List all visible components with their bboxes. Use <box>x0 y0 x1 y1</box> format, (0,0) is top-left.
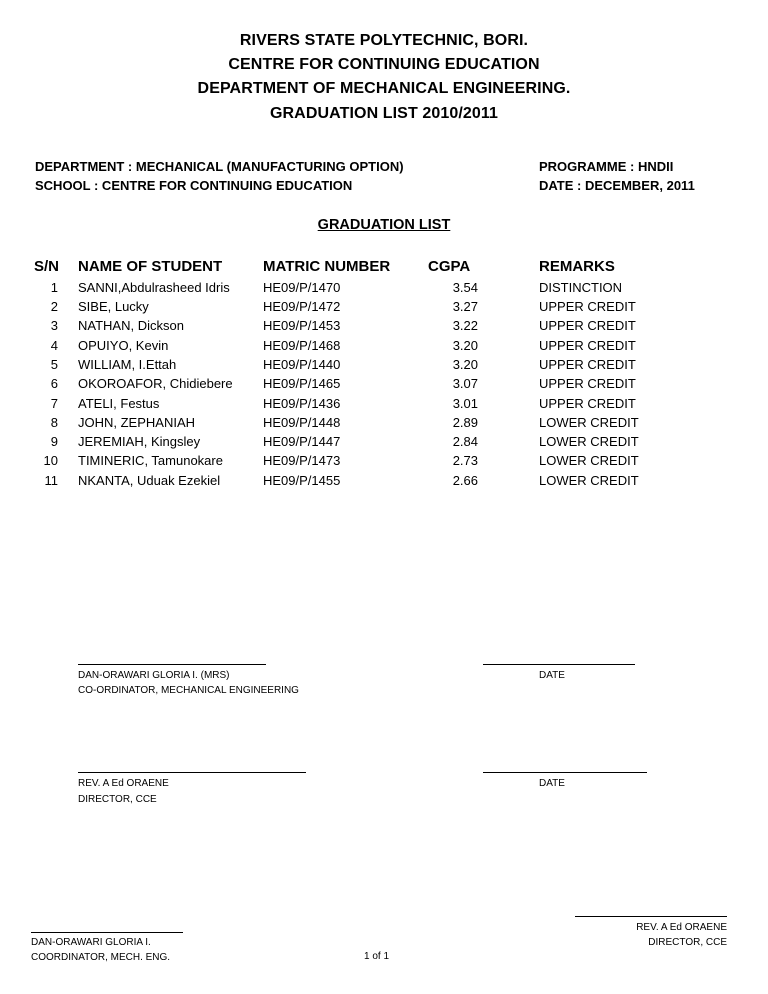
centre-name: CENTRE FOR CONTINUING EDUCATION <box>228 56 540 73</box>
table-row <box>0 280 768 299</box>
cgpa-cell: 3.27 <box>452 299 478 314</box>
cgpa-cell: 2.73 <box>452 453 478 468</box>
remarks-cell: UPPER CREDIT <box>539 299 636 314</box>
table-row <box>0 338 768 357</box>
coordinator-date-line <box>483 664 635 665</box>
footer-right-name: REV. A Ed ORAENE <box>636 922 727 933</box>
cgpa-cell: 3.22 <box>452 318 478 333</box>
sn-cell: 3 <box>50 318 58 333</box>
remarks-cell: LOWER CREDIT <box>539 473 639 488</box>
remarks-cell: UPPER CREDIT <box>539 318 636 333</box>
remarks-cell: LOWER CREDIT <box>539 453 639 468</box>
name-cell: SIBE, Lucky <box>78 299 149 314</box>
page-number: 1 of 1 <box>364 951 390 962</box>
date-label: DATE : DECEMBER, 2011 <box>539 178 695 193</box>
name-cell: TIMINERIC, Tamunokare <box>78 453 223 468</box>
director-title: DIRECTOR, CCE <box>78 794 157 805</box>
director-date-line <box>483 772 647 773</box>
name-cell: NKANTA, Uduak Ezekiel <box>78 473 221 488</box>
sn-cell: 4 <box>50 338 58 353</box>
column-header-cgpa: CGPA <box>428 258 471 275</box>
cgpa-cell: 3.20 <box>452 338 478 353</box>
cgpa-cell: 3.01 <box>452 396 478 411</box>
sn-cell: 11 <box>44 473 58 488</box>
table-row <box>0 473 768 492</box>
name-cell: WILLIAM, I.Ettah <box>78 357 177 372</box>
sn-cell: 9 <box>50 434 58 449</box>
programme-label: PROGRAMME : HNDII <box>539 159 674 174</box>
name-cell: JEREMIAH, Kingsley <box>78 434 201 449</box>
coordinator-name: DAN-ORAWARI GLORIA I. (MRS) <box>78 670 230 681</box>
table-row <box>0 299 768 318</box>
matric-cell: HE09/P/1472 <box>263 299 341 314</box>
name-cell: OKOROAFOR, Chidiebere <box>78 376 233 391</box>
coordinator-title: CO-ORDINATOR, MECHANICAL ENGINEERING <box>78 685 299 696</box>
director-signature-line <box>78 772 306 773</box>
column-header-matric: MATRIC NUMBER <box>263 258 391 275</box>
remarks-cell: LOWER CREDIT <box>539 415 639 430</box>
matric-cell: HE09/P/1453 <box>263 318 341 333</box>
cgpa-cell: 2.89 <box>452 415 478 430</box>
table-row <box>0 318 768 337</box>
table-row <box>0 434 768 453</box>
remarks-cell: LOWER CREDIT <box>539 434 639 449</box>
remarks-cell: UPPER CREDIT <box>539 338 636 353</box>
cgpa-cell: 2.66 <box>452 473 478 488</box>
table-row <box>0 376 768 395</box>
footer-left-title: COORDINATOR, MECH. ENG. <box>31 952 171 963</box>
sn-cell: 10 <box>43 453 58 468</box>
director-name: REV. A Ed ORAENE <box>78 778 169 789</box>
cgpa-cell: 3.20 <box>452 357 478 372</box>
sn-cell: 2 <box>50 299 58 314</box>
document-title: GRADUATION LIST 2010/2011 <box>269 105 499 122</box>
column-header-name: NAME OF STUDENT <box>78 258 223 275</box>
footer-right-signature-line <box>575 916 727 917</box>
sn-cell: 8 <box>50 415 58 430</box>
school-label: SCHOOL : CENTRE FOR CONTINUING EDUCATION <box>35 178 353 193</box>
name-cell: NATHAN, Dickson <box>78 318 184 333</box>
department-label: DEPARTMENT : MECHANICAL (MANUFACTURING OPTION) <box>35 159 404 174</box>
name-cell: ATELI, Festus <box>78 396 160 411</box>
name-cell: OPUIYO, Kevin <box>78 338 169 353</box>
coordinator-signature-line <box>78 664 266 665</box>
remarks-cell: UPPER CREDIT <box>539 376 636 391</box>
name-cell: SANNI,Abdulrasheed Idris <box>78 280 230 295</box>
matric-cell: HE09/P/1470 <box>263 280 341 295</box>
remarks-cell: UPPER CREDIT <box>539 357 636 372</box>
matric-cell: HE09/P/1440 <box>263 357 341 372</box>
footer-left-signature-line <box>31 932 183 933</box>
sn-cell: 1 <box>50 280 58 295</box>
sn-cell: 5 <box>50 357 58 372</box>
matric-cell: HE09/P/1468 <box>263 338 341 353</box>
coordinator-date-label: DATE <box>539 670 565 681</box>
matric-cell: HE09/P/1447 <box>263 434 341 449</box>
graduation-list-title: GRADUATION LIST <box>317 217 451 233</box>
cgpa-cell: 3.54 <box>452 280 478 295</box>
remarks-cell: DISTINCTION <box>539 280 623 295</box>
director-date-label: DATE <box>539 778 565 789</box>
sn-cell: 6 <box>50 376 58 391</box>
matric-cell: HE09/P/1465 <box>263 376 341 391</box>
matric-cell: HE09/P/1448 <box>263 415 341 430</box>
department-heading: DEPARTMENT OF MECHANICAL ENGINEERING. <box>197 80 571 97</box>
column-header-remarks: REMARKS <box>539 258 615 275</box>
table-row <box>0 357 768 376</box>
column-header-sn: S/N <box>34 258 60 275</box>
footer-right-title: DIRECTOR, CCE <box>648 937 727 948</box>
sn-cell: 7 <box>50 396 58 411</box>
cgpa-cell: 3.07 <box>452 376 478 391</box>
institution-name: RIVERS STATE POLYTECHNIC, BORI. <box>239 32 529 49</box>
table-row <box>0 453 768 472</box>
table-row <box>0 396 768 415</box>
footer-left-name: DAN-ORAWARI GLORIA I. <box>31 937 151 948</box>
table-row <box>0 415 768 434</box>
matric-cell: HE09/P/1473 <box>263 453 341 468</box>
matric-cell: HE09/P/1455 <box>263 473 341 488</box>
matric-cell: HE09/P/1436 <box>263 396 341 411</box>
name-cell: JOHN, ZEPHANIAH <box>78 415 196 430</box>
cgpa-cell: 2.84 <box>452 434 478 449</box>
remarks-cell: UPPER CREDIT <box>539 396 636 411</box>
